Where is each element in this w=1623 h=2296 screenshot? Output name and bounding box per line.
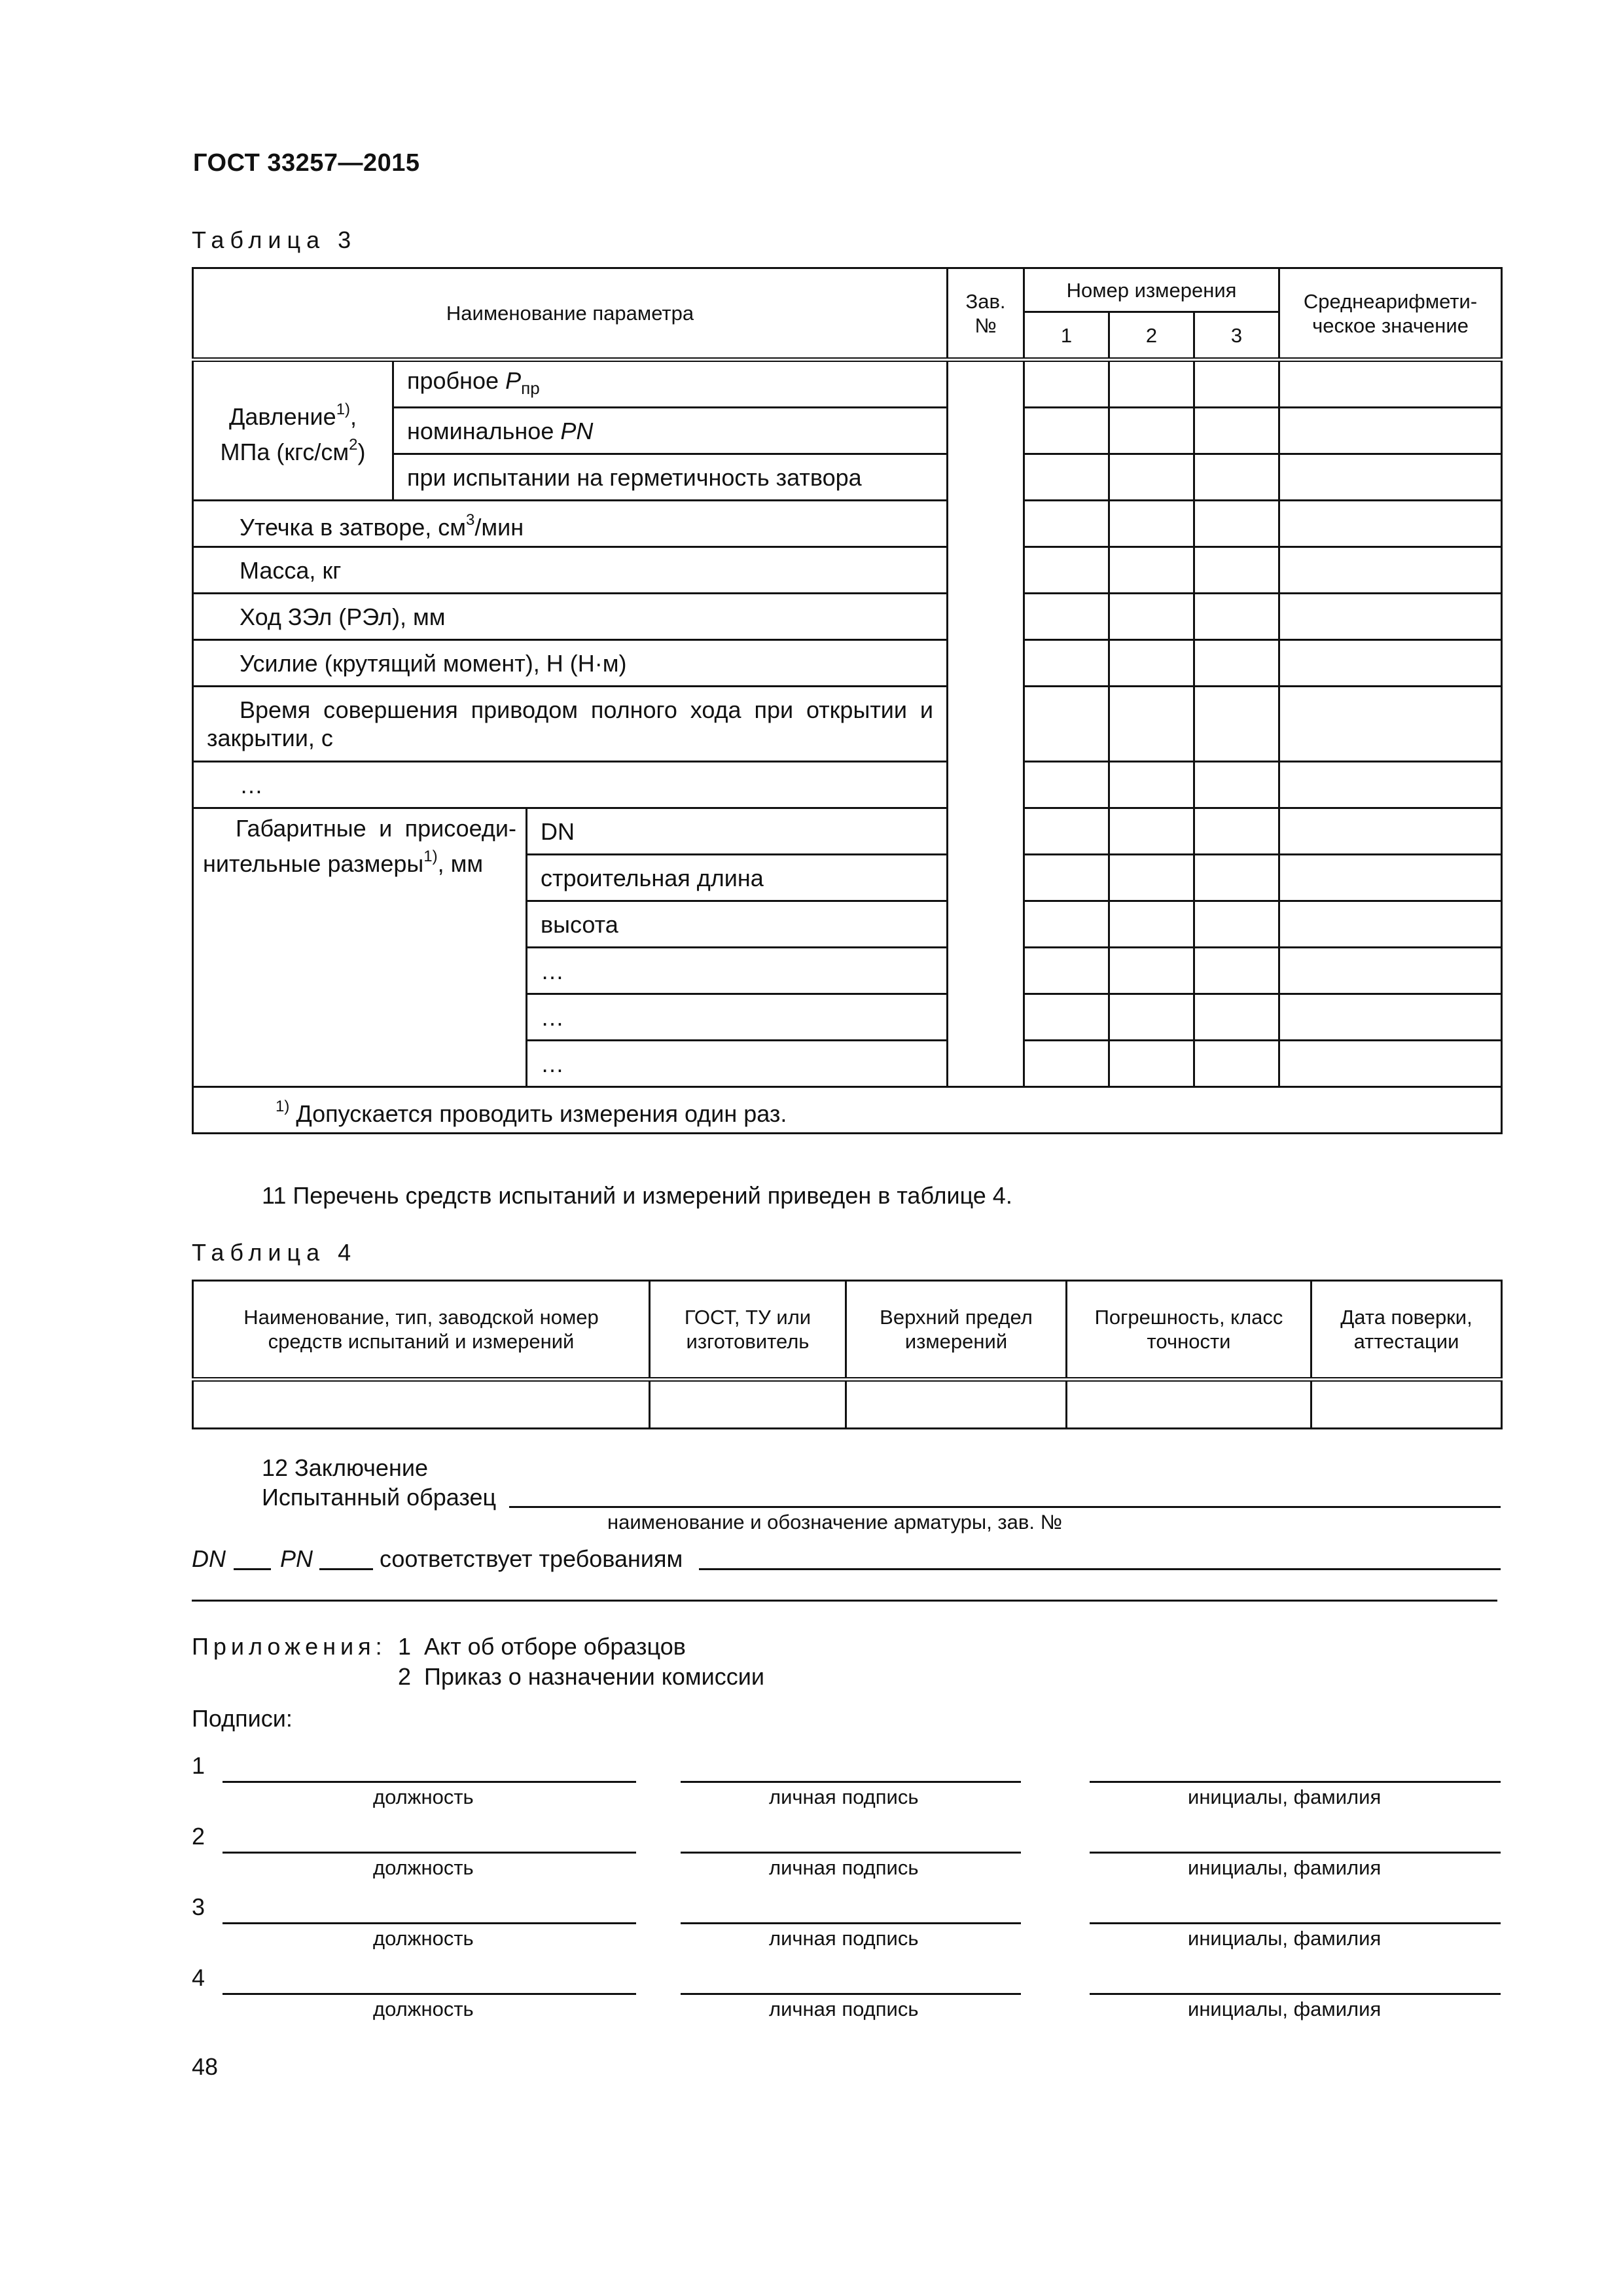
table-cell [650,1380,846,1429]
pressure-nominal-cell [393,408,948,454]
appendix-label: Приложения: [192,1633,387,1660]
name-caption: инициалы, фамилия [1188,1785,1382,1808]
position-caption: должность [373,1856,474,1879]
signature-row-number: 1 [192,1752,205,1779]
leak-label: Утечка в затворе, см [240,514,466,541]
pn-wrap [280,1545,313,1573]
appendix-item-1: 1 Акт об отборе образцов [398,1633,686,1660]
table-cell [1024,1041,1109,1087]
table-cell [1109,547,1194,594]
leak-unit-end: /мин [474,514,524,541]
name-input-line[interactable] [1090,1852,1501,1854]
table-cell [1024,594,1109,640]
dimension-length-cell: строительная длина [527,855,948,901]
dimension-ellipsis-cell: … [527,948,948,994]
table-cell [1194,594,1279,640]
table-cell [1194,762,1279,808]
dimensions-group-unit: , мм [437,850,484,877]
position-input-line[interactable] [223,1993,636,1995]
table3-header-meas-1: 1 [1024,312,1109,360]
conclusion-title: 12 Заключение [262,1454,428,1481]
dimensions-group-label: Габаритные и присоеди-нительные размеры [203,815,516,877]
table-cell [1194,994,1279,1041]
position-caption: должность [373,1785,474,1808]
table-cell [1194,808,1279,855]
table3-header-average: Среднеарифмети-ческое значение [1279,268,1502,360]
signature-input-line[interactable] [681,1922,1021,1924]
pressure-nominal-symbol: PN [560,417,594,444]
page-number: 48 [192,2053,219,2080]
table-cell [1279,855,1502,901]
table-cell [1024,640,1109,687]
table-cell [1279,994,1502,1041]
table-cell [1024,762,1109,808]
table-cell [1024,901,1109,948]
footnote-text: Допускается проводить измерения один раз. [289,1100,787,1127]
table-cell [1109,855,1194,901]
table-cell [1024,948,1109,994]
table-cell [1279,901,1502,948]
pn-label: PN [280,1545,313,1572]
position-caption: должность [373,1998,474,2020]
dimensions-group-text [203,814,516,878]
leak-sup: 3 [466,511,475,529]
table-cell [1024,547,1109,594]
table-cell [1279,501,1502,547]
table-cell [1024,687,1109,762]
table-cell [1067,1380,1311,1429]
table-cell [1279,948,1502,994]
dimension-ellipsis-cell: … [527,1041,948,1087]
table-cell [846,1380,1067,1429]
table-cell [1024,454,1109,501]
leak-cell [193,501,948,547]
table-cell [1194,408,1279,454]
table-cell [1109,762,1194,808]
table-cell [193,1380,650,1429]
table4-header-accuracy: Погрешность, класс точности [1067,1281,1311,1380]
table-cell [1279,454,1502,501]
pressure-group-cell: Давление$^{1)}$, МПа $(кгс/см^2)$ [193,360,393,501]
table-cell [1279,808,1502,855]
table3-header-meas-3: 3 [1194,312,1279,360]
dimensions-group-cell [193,808,527,1087]
table4 [192,1280,1503,1429]
table-cell [1194,687,1279,762]
table-cell [1024,408,1109,454]
name-caption: инициалы, фамилия [1188,1927,1382,1950]
table3 [192,267,1503,1134]
table3-header-param: Наименование параметра [193,268,948,360]
table-cell [1024,501,1109,547]
signature-row-number: 3 [192,1893,205,1920]
document-header: ГОСТ 33257—2015 [193,149,420,177]
conformity-line [192,1545,226,1573]
position-input-line[interactable] [223,1852,636,1854]
table-cell [1109,360,1194,408]
pressure-group-unit-end: ) [357,439,366,465]
table-cell [1194,640,1279,687]
table-cell [1109,808,1194,855]
name-input-line[interactable] [1090,1993,1501,1995]
table-cell [1109,640,1194,687]
table3-footnote [193,1087,1502,1134]
dn-input-line[interactable] [234,1568,271,1570]
table-cell [1194,454,1279,501]
signature-row-number: 2 [192,1823,205,1850]
dimension-ellipsis-cell: … [527,994,948,1041]
table-cell [1109,501,1194,547]
table3-header-zav: Зав. № [948,268,1024,360]
pressure-group-unit: МПа (кгс/см [220,439,349,465]
stroke-cell: Ход ЗЭл (РЭл), мм [193,594,948,640]
table-cell [1109,687,1194,762]
signature-caption: личная подпись [769,1927,919,1950]
position-input-line[interactable] [223,1781,636,1783]
zav-number-cell [948,360,1024,1087]
table3-header-meas-2: 2 [1109,312,1194,360]
table3-caption: Таблица 3 [192,226,357,253]
pressure-group-sup: 1) [336,401,351,418]
dn-label: DN [192,1545,226,1572]
pn-input-line[interactable] [319,1568,373,1570]
table-cell [1279,594,1502,640]
appendix-item-2: 2 Приказ о назначении комиссии [398,1663,764,1690]
table-cell [1109,408,1194,454]
table-cell [1109,901,1194,948]
table-cell [1109,454,1194,501]
table-cell [1279,687,1502,762]
signature-caption: личная подпись [769,1856,919,1879]
table-cell [1109,994,1194,1041]
table-cell [1279,1041,1502,1087]
table-cell [1194,547,1279,594]
footnote-sup: 1) [276,1098,290,1115]
pressure-test-symbol: P [505,367,522,394]
table4-header-date: Дата поверки, аттестации [1311,1281,1502,1380]
table-cell [1109,594,1194,640]
ellipsis-cell: … [193,762,948,808]
table-cell [1024,360,1109,408]
signature-input-line[interactable] [681,1852,1021,1854]
force-cell: Усилие (крутящий момент), Н (Н·м) [193,640,948,687]
actuation-time-cell: Время совершения приводом полного хода при открытии и закрытии, с [193,687,948,762]
table4-header-standard: ГОСТ, ТУ или изготовитель [650,1281,846,1380]
table-cell [1194,948,1279,994]
table-cell [1194,901,1279,948]
pressure-test-label: пробное [407,367,506,394]
table-cell [1024,994,1109,1041]
name-caption: инициалы, фамилия [1188,1856,1382,1879]
position-caption: должность [373,1927,474,1950]
sample-input-line[interactable] [509,1506,1501,1508]
table-cell [1279,640,1502,687]
complies-label: соответствует требованиям [380,1545,683,1572]
table-cell [1024,855,1109,901]
pressure-seal-cell: при испытании на герметичность затвора [393,454,948,501]
dimension-dn-cell: DN [527,808,948,855]
dimension-height-cell: высота [527,901,948,948]
signature-caption: личная подпись [769,1785,919,1808]
pressure-test-cell [393,360,948,408]
sample-hint: наименование и обозначение арматуры, зав. № [607,1511,1062,1534]
table-cell [1109,1041,1194,1087]
table-cell [1311,1380,1502,1429]
table-cell [1279,360,1502,408]
table-cell [1279,762,1502,808]
table-cell [1279,547,1502,594]
sample-label: Испытанный образец [262,1484,497,1511]
name-input-line[interactable] [1090,1781,1501,1783]
dimensions-group-sup: 1) [423,848,438,865]
signature-input-line[interactable] [681,1781,1021,1783]
extra-input-line[interactable] [192,1600,1497,1602]
pressure-test-subscript: пр [521,378,540,398]
table4-header-name: Наименование, тип, заводской номер средств испытаний и измерений [193,1281,650,1380]
mass-cell: Масса, кг [193,547,948,594]
position-input-line[interactable] [223,1922,636,1924]
name-caption: инициалы, фамилия [1188,1998,1382,2020]
table-cell [1194,1041,1279,1087]
table3-header-measure: Номер измерения [1024,268,1279,312]
paragraph-11: 11 Перечень средств испытаний и измерений приведен в таблице 4. [262,1182,1012,1209]
table-cell [1279,408,1502,454]
table-cell [1194,360,1279,408]
table4-caption: Таблица 4 [192,1239,357,1266]
table-cell [1109,948,1194,994]
table4-header-upper-limit: Верхний предел измерений [846,1281,1067,1380]
table-cell [1024,808,1109,855]
signature-caption: личная подпись [769,1998,919,2020]
pressure-group-label: Давление [228,403,336,430]
name-input-line[interactable] [1090,1922,1501,1924]
table-cell [1194,501,1279,547]
signatures-title: Подписи: [192,1705,293,1732]
pressure-nominal-label: номинальное [407,417,561,444]
requirements-input-line[interactable] [699,1568,1501,1570]
table-cell [1194,855,1279,901]
pressure-group-unit-sup: 2 [349,436,358,454]
signature-row-number: 4 [192,1964,205,1991]
signature-input-line[interactable] [681,1993,1021,1995]
